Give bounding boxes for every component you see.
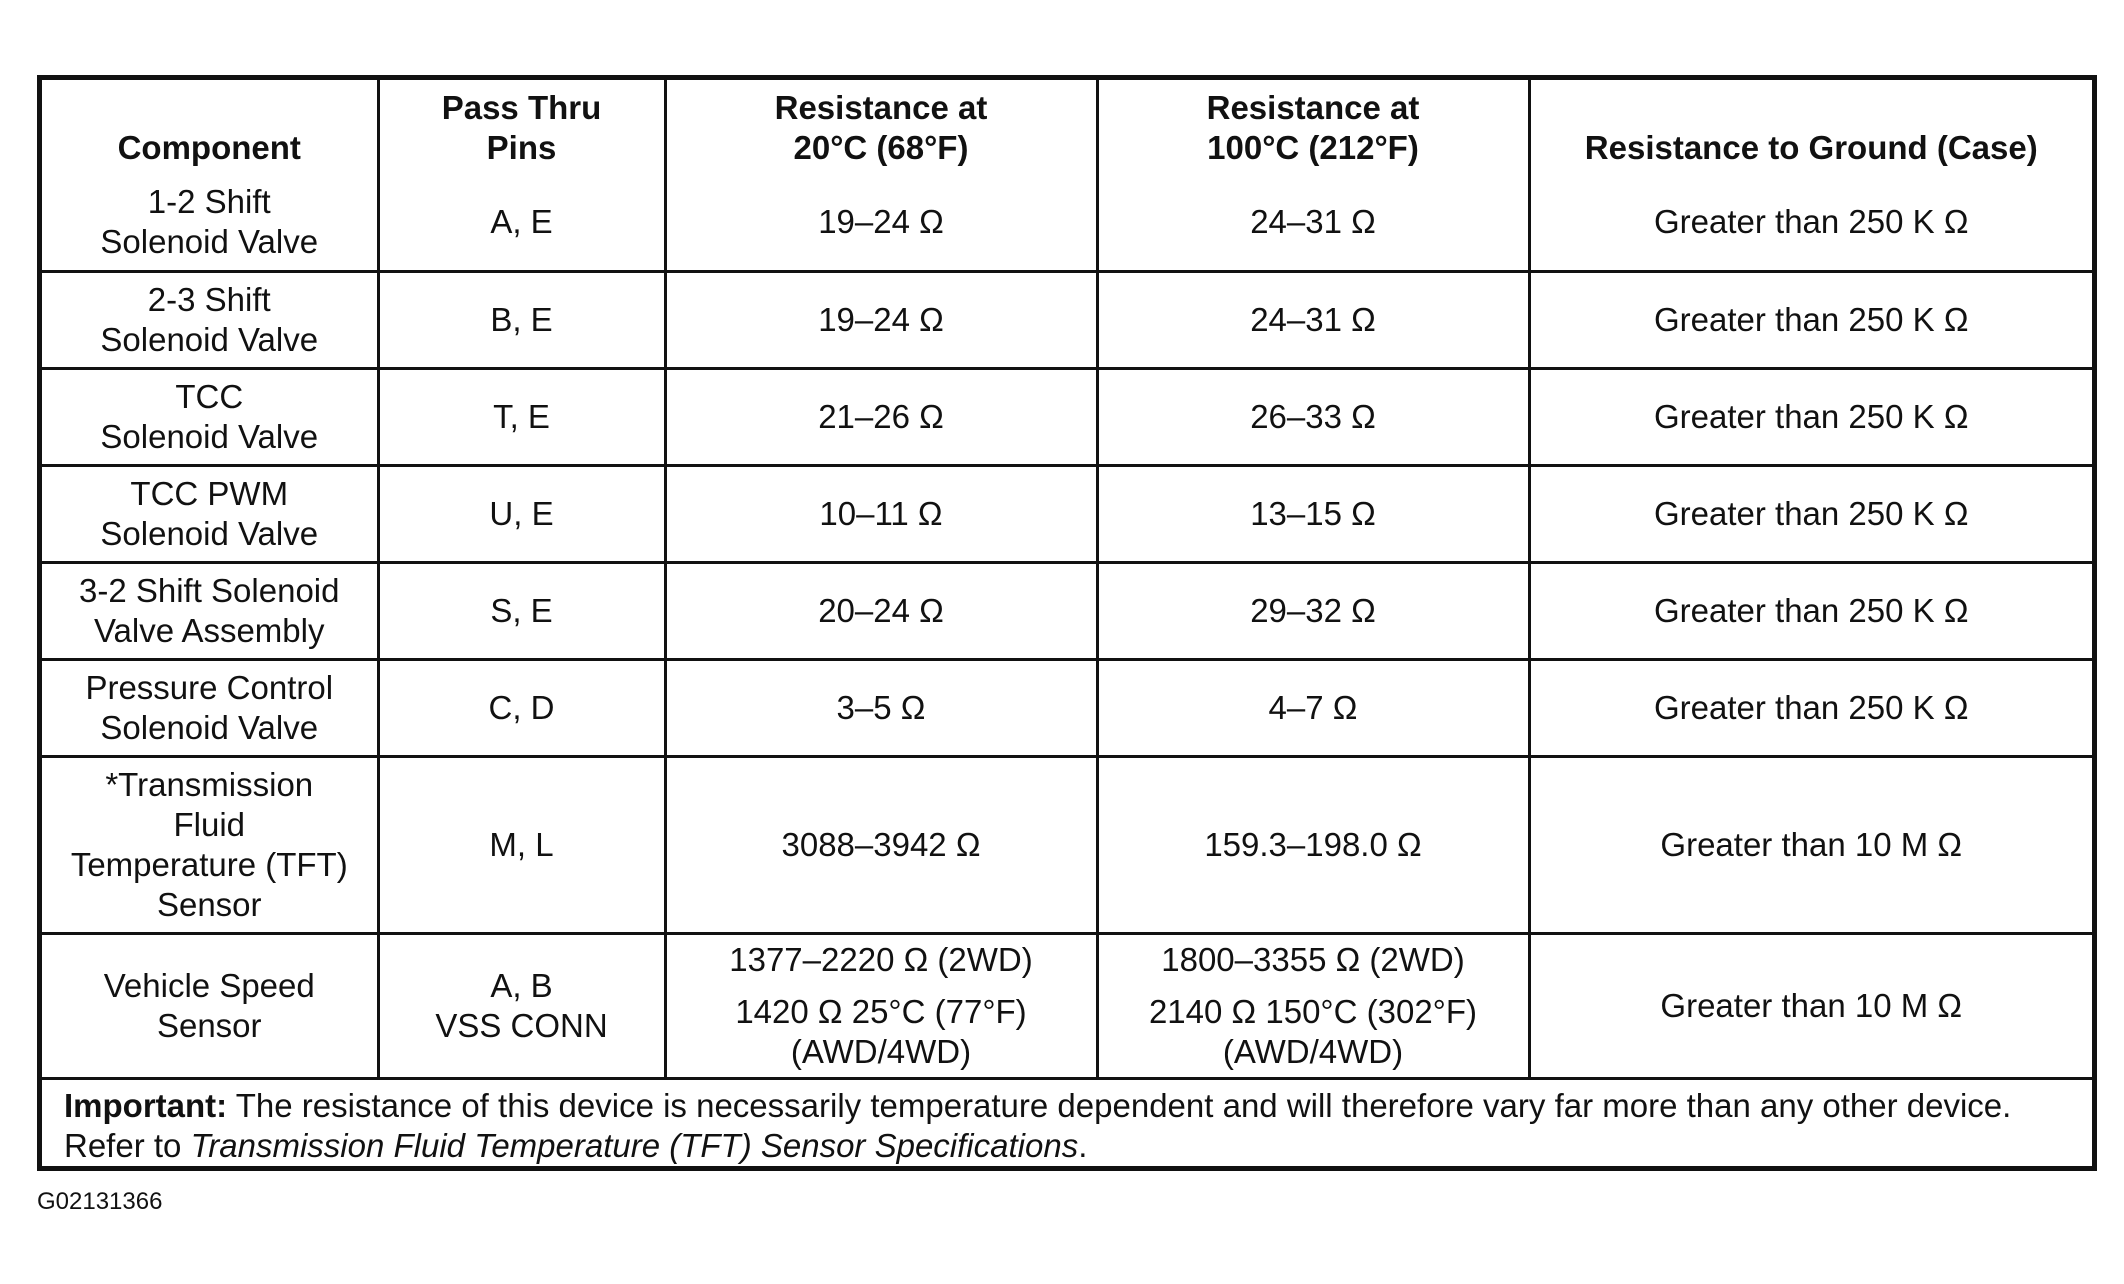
component-cell [42,933,378,1078]
resistance-ground-cell: Greater than 250 K Ω [1529,271,2092,368]
resistance-ground-cell: Greater than 250 K Ω [1529,465,2092,562]
header-line: Resistance at [774,89,988,126]
header-line: Pins [486,129,557,166]
header-resistance-20c [665,80,1097,174]
resistance-20c-cell: 10–11 Ω [665,465,1097,562]
header-pass-thru-pins [378,80,665,174]
component-line: Fluid [173,805,246,843]
header-resistance-to-ground [1529,80,2092,174]
component-line: TCC PWM [130,474,289,512]
resistance-ground-cell: Greater than 250 K Ω [1529,659,2092,756]
table-row [42,756,2092,933]
resistance-20c-cell [665,933,1097,1078]
component-cell [42,659,378,756]
component-line: 3-2 Shift Solenoid [78,571,340,609]
table-row [42,562,2092,659]
resistance-ground-cell: Greater than 250 K Ω [1529,368,2092,465]
header-resistance-100c [1097,80,1529,174]
component-line: Sensor [156,885,262,923]
resistance-20c-cell: 19–24 Ω [665,271,1097,368]
resistance-20c-cell: 3–5 Ω [665,659,1097,756]
resistance-ground-cell: Greater than 250 K Ω [1529,562,2092,659]
resistance-20c-cell: 3088–3942 Ω [665,756,1097,933]
resistance-100c-cell: 4–7 Ω [1097,659,1529,756]
component-line: 2-3 Shift [147,280,271,318]
table-row [42,174,2092,271]
component-cell [42,271,378,368]
table-row [42,271,2092,368]
resistance-20c-cell: 19–24 Ω [665,174,1097,271]
component-cell [42,368,378,465]
header-line: Pass Thru [441,89,602,126]
component-cell [42,756,378,933]
component-line: Temperature (TFT) [70,845,348,883]
component-line: 1-2 Shift [147,182,271,220]
note-label: Important: [64,1086,228,1124]
header-row [42,80,2092,174]
component-line: Valve Assembly [94,611,325,649]
component-line: Solenoid Valve [100,417,319,455]
component-line: Solenoid Valve [100,222,319,260]
component-line: Solenoid Valve [100,514,319,552]
resistance-line: 1420 Ω 25°C (77°F) [735,992,1027,1030]
pins-line: A, B [490,966,553,1004]
header-line: Resistance to Ground (Case) [1584,129,2038,166]
pins-cell: B, E [378,271,665,368]
note-reference: Transmission Fluid Temperature (TFT) Sensor Specifications [190,1126,1079,1164]
note-row [42,1078,2092,1171]
resistance-100c-cell: 24–31 Ω [1097,174,1529,271]
component-line: *Transmission [105,765,314,803]
pins-cell: C, D [378,659,665,756]
resistance-100c-cell: 13–15 Ω [1097,465,1529,562]
component-line: Pressure Control [85,668,334,706]
component-line: Solenoid Valve [100,708,319,746]
pins-cell: T, E [378,368,665,465]
resistance-line: 1377–2220 Ω (2WD) [729,940,1033,978]
resistance-line: 2140 Ω 150°C (302°F) [1148,992,1478,1030]
header-line: Component [117,129,301,166]
note-end: . [1078,1126,1088,1164]
pins-cell [378,933,665,1078]
solenoid-resistance-table [42,80,2092,1171]
pins-cell: A, E [378,174,665,271]
component-line: Vehicle Speed [103,966,315,1004]
resistance-ground-cell: Greater than 10 M Ω [1529,756,2092,933]
pins-cell: S, E [378,562,665,659]
important-note [42,1078,2092,1171]
component-line: Sensor [156,1006,262,1044]
resistance-line: (AWD/4WD) [1222,1032,1404,1070]
resistance-100c-cell: 24–31 Ω [1097,271,1529,368]
resistance-20c-cell: 20–24 Ω [665,562,1097,659]
table-row [42,659,2092,756]
table-row [42,465,2092,562]
resistance-100c-cell: 26–33 Ω [1097,368,1529,465]
header-line: Resistance at [1206,89,1420,126]
table-row [42,933,2092,1078]
header-component [42,80,378,174]
resistance-100c-cell [1097,933,1529,1078]
spec-table-frame [37,75,2097,1171]
component-cell [42,562,378,659]
figure-id: G02131366 [37,1188,163,1215]
resistance-line: 1800–3355 Ω (2WD) [1161,940,1465,978]
component-line: TCC [175,377,244,415]
resistance-ground-cell: Greater than 10 M Ω [1529,933,2092,1078]
table-row [42,368,2092,465]
component-cell [42,174,378,271]
pins-cell: U, E [378,465,665,562]
resistance-20c-cell: 21–26 Ω [665,368,1097,465]
resistance-ground-cell: Greater than 250 K Ω [1529,174,2092,271]
resistance-100c-cell: 29–32 Ω [1097,562,1529,659]
pins-cell: M, L [378,756,665,933]
pins-line: VSS CONN [435,1006,608,1044]
resistance-100c-cell: 159.3–198.0 Ω [1097,756,1529,933]
resistance-line: (AWD/4WD) [790,1032,972,1070]
component-cell [42,465,378,562]
note-text: The resistance of this device is necessarily temperature dependent and will therefore vary far more than any other device. Refer to [64,1086,2012,1164]
header-line: 100°C (212°F) [1207,129,1419,166]
header-line: 20°C (68°F) [793,129,969,166]
component-line: Solenoid Valve [100,320,319,358]
